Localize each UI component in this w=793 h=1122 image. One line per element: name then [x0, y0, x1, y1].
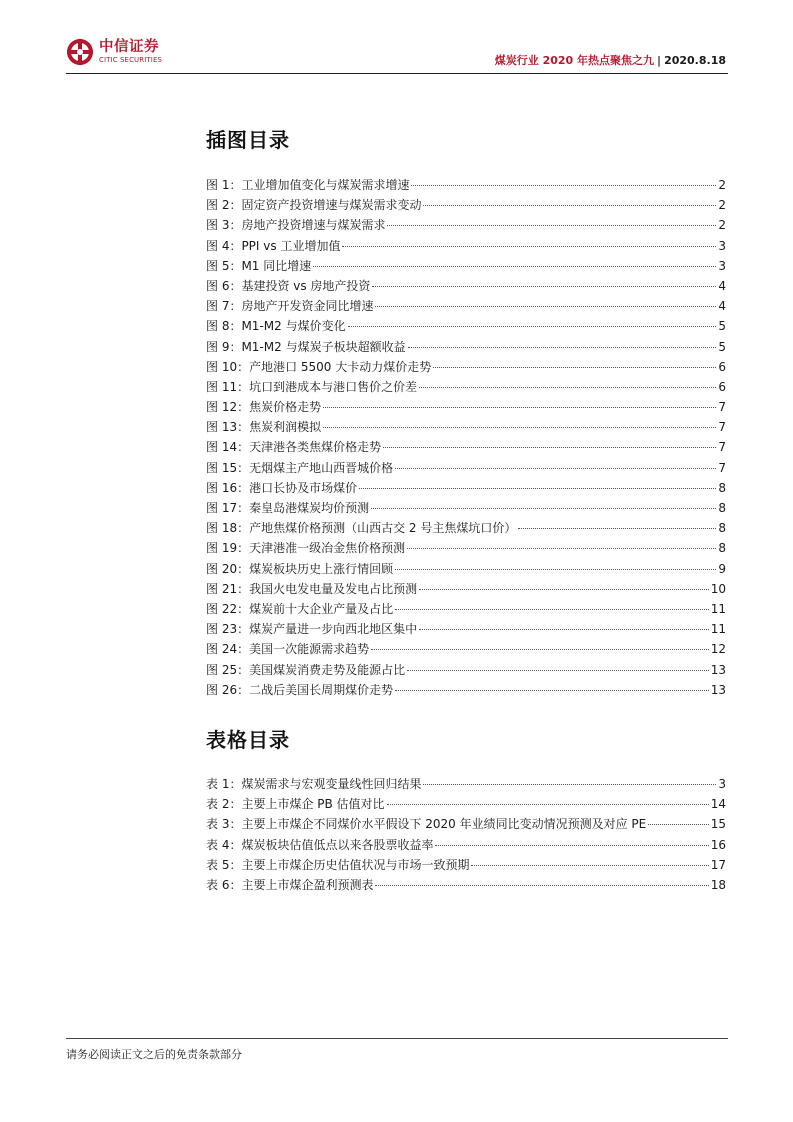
report-info: [495, 52, 726, 68]
toc-leader-dots: [423, 784, 716, 785]
citic-logo-icon: [66, 38, 94, 66]
toc-page-number[interactable]: 3: [718, 258, 726, 273]
toc-page-number[interactable]: 18: [710, 877, 726, 892]
toc-entry-label[interactable]: 图 7：房地产开发资金同比增速: [206, 299, 374, 314]
toc-entry[interactable]: [206, 560, 726, 580]
toc-leader-dots: [375, 306, 716, 307]
toc-entry[interactable]: [206, 338, 726, 358]
toc-entry[interactable]: [206, 317, 726, 337]
toc-entry[interactable]: [206, 795, 726, 815]
toc-leader-dots: [407, 670, 709, 671]
toc-page-number[interactable]: 7: [718, 440, 726, 455]
toc-entry[interactable]: [206, 815, 726, 835]
toc-leader-dots: [395, 609, 709, 610]
figures-toc-title: 插图目录: [206, 128, 290, 152]
toc-entry[interactable]: [206, 297, 726, 317]
toc-entry[interactable]: [206, 176, 726, 196]
toc-page-number[interactable]: 16: [710, 837, 726, 852]
page-header: [66, 38, 728, 74]
toc-entry[interactable]: [206, 237, 726, 257]
toc-entry[interactable]: [206, 640, 726, 660]
toc-leader-dots: [435, 845, 708, 846]
toc-leader-dots: [419, 387, 716, 388]
toc-page-number[interactable]: 2: [718, 218, 726, 233]
toc-page-number[interactable]: 13: [710, 662, 726, 677]
toc-page-number[interactable]: 11: [710, 622, 726, 637]
toc-entry-label[interactable]: 图 11：坑口到港成本与港口售价之价差: [206, 379, 418, 394]
toc-page-number[interactable]: 4: [718, 278, 726, 293]
toc-entry-label[interactable]: 表 5：主要上市煤企历史估值状况与市场一致预期: [206, 857, 470, 872]
toc-leader-dots: [387, 225, 716, 226]
toc-entry[interactable]: [206, 620, 726, 640]
toc-page-number[interactable]: 8: [718, 521, 726, 536]
figures-toc-list: [206, 176, 726, 701]
toc-entry-label[interactable]: 图 19：天津港准一级冶金焦价格预测: [206, 541, 406, 556]
toc-page-number[interactable]: 6: [718, 359, 726, 374]
toc-entry-label[interactable]: 图 5：M1 同比增速: [206, 258, 312, 273]
toc-entry[interactable]: [206, 398, 726, 418]
toc-entry-label[interactable]: 表 2：主要上市煤企 PB 估值对比: [206, 797, 385, 812]
toc-leader-dots: [371, 649, 709, 650]
toc-entry-label[interactable]: 图 9：M1-M2 与煤炭子板块超额收益: [206, 339, 406, 354]
toc-page-number[interactable]: 5: [718, 319, 726, 334]
toc-entry-label[interactable]: 图 17：秦皇岛港煤炭均价预测: [206, 501, 370, 515]
logo-english-name: CITIC SECURITIES: [99, 55, 163, 64]
toc-leader-dots: [375, 885, 708, 886]
toc-page-number[interactable]: 4: [718, 299, 726, 314]
toc-entry-label[interactable]: 图 24：美国一次能源需求趋势: [206, 642, 370, 657]
tables-toc-title: 表格目录: [206, 728, 290, 752]
toc-entry[interactable]: [206, 358, 726, 378]
toc-page-number[interactable]: 13: [710, 682, 726, 697]
toc-entry-label[interactable]: 图 13：焦炭利润模拟: [206, 420, 322, 435]
toc-page-number[interactable]: 14: [710, 797, 726, 812]
toc-entry-label[interactable]: 图 8：M1-M2 与煤价变化: [206, 319, 346, 334]
toc-entry[interactable]: [206, 580, 726, 600]
toc-entry-label[interactable]: 图 2：固定资产投资增速与煤炭需求变动: [206, 198, 422, 213]
toc-entry[interactable]: [206, 277, 726, 297]
toc-page-number[interactable]: 7: [718, 420, 726, 435]
toc-leader-dots: [313, 266, 716, 267]
toc-page-number[interactable]: 8: [718, 480, 726, 495]
toc-leader-dots: [423, 205, 716, 206]
toc-entry-label[interactable]: 图 10：产地港口 5500 大卡动力煤价走势: [206, 359, 432, 374]
toc-entry[interactable]: [206, 519, 726, 539]
toc-leader-dots: [419, 589, 709, 590]
header-divider: [66, 73, 728, 74]
logo-chinese-name: 中信证券: [99, 39, 159, 56]
header-separator: |: [657, 54, 662, 67]
toc-leader-dots: [387, 804, 709, 805]
toc-entry-label[interactable]: 图 21：我国火电发电量及发电占比预测: [206, 581, 418, 596]
toc-entry-label[interactable]: 图 3：房地产投资增速与煤炭需求: [206, 218, 386, 233]
company-logo: [66, 38, 162, 66]
toc-page-number[interactable]: 2: [718, 198, 726, 213]
toc-entry-label[interactable]: 图 15：无烟煤主产地山西晋城价格: [206, 460, 394, 475]
toc-entry-label[interactable]: 表 1：煤炭需求与宏观变量线性回归结果: [206, 777, 422, 791]
toc-entry-label[interactable]: 图 23：煤炭产量进一步向西北地区集中: [206, 622, 418, 637]
toc-leader-dots: [348, 326, 717, 327]
toc-page-number[interactable]: 2: [718, 178, 726, 192]
toc-page-number[interactable]: 7: [718, 460, 726, 475]
toc-entry[interactable]: [206, 418, 726, 438]
toc-entry[interactable]: [206, 438, 726, 458]
toc-leader-dots: [408, 347, 717, 348]
toc-entry-label[interactable]: 图 25：美国煤炭消费走势及能源占比: [206, 662, 406, 677]
toc-leader-dots: [323, 427, 716, 428]
toc-entry-label[interactable]: 表 4：煤炭板块估值低点以来各股票收益率: [206, 837, 434, 852]
tables-toc-list: [206, 775, 726, 896]
toc-page-number[interactable]: 12: [710, 642, 726, 657]
toc-page-number[interactable]: 6: [718, 379, 726, 394]
toc-leader-dots: [518, 528, 716, 529]
toc-leader-dots: [433, 367, 716, 368]
toc-entry[interactable]: [206, 196, 726, 216]
toc-entry[interactable]: [206, 378, 726, 398]
toc-entry[interactable]: [206, 876, 726, 896]
report-title: 煤炭行业 2020 年热点聚焦之九: [494, 54, 655, 67]
toc-entry[interactable]: [206, 836, 726, 856]
toc-page-number[interactable]: 7: [718, 400, 726, 415]
toc-entry-label[interactable]: 图 16：港口长协及市场煤价: [206, 480, 358, 495]
footer-divider: [66, 1038, 728, 1039]
footer-disclaimer: 请务必阅读正文之后的免责条款部分: [66, 1048, 242, 1061]
toc-page-number[interactable]: 8: [718, 541, 726, 556]
toc-entry-label[interactable]: 表 6：主要上市煤企盈利预测表: [206, 877, 374, 892]
toc-leader-dots: [395, 690, 709, 691]
toc-leader-dots: [372, 286, 716, 287]
toc-entry[interactable]: [206, 499, 726, 519]
toc-entry-label[interactable]: 图 14：天津港各类焦煤价格走势: [206, 440, 382, 455]
toc-leader-dots: [323, 407, 716, 408]
toc-entry[interactable]: [206, 479, 726, 499]
toc-leader-dots: [342, 246, 716, 247]
toc-page-number[interactable]: 11: [710, 601, 726, 616]
toc-leader-dots: [411, 185, 716, 186]
toc-leader-dots: [359, 488, 716, 489]
toc-entry-label[interactable]: 图 18：产地焦煤价格预测（山西古交 2 号主焦煤坑口价）: [206, 521, 517, 536]
toc-page-number[interactable]: 15: [710, 817, 726, 832]
toc-page-number[interactable]: 17: [710, 857, 726, 872]
toc-entry[interactable]: [206, 681, 726, 701]
toc-entry[interactable]: [206, 216, 726, 236]
toc-entry[interactable]: [206, 775, 726, 795]
toc-entry[interactable]: [206, 661, 726, 681]
toc-page-number[interactable]: 3: [718, 238, 726, 253]
toc-leader-dots: [395, 569, 716, 570]
toc-leader-dots: [371, 508, 716, 509]
toc-entry[interactable]: [206, 600, 726, 620]
toc-leader-dots: [648, 824, 708, 825]
toc-entry[interactable]: [206, 856, 726, 876]
toc-entry-label[interactable]: 表 3：主要上市煤企不同煤价水平假设下 2020 年业绩同比变动情况预测及对应 PE: [206, 817, 647, 832]
toc-entry[interactable]: [206, 257, 726, 277]
toc-leader-dots: [471, 865, 708, 866]
toc-page-number[interactable]: 8: [718, 501, 726, 515]
toc-entry-label[interactable]: 图 12：焦炭价格走势: [206, 400, 322, 415]
toc-entry-label[interactable]: 图 6：基建投资 vs 房地产投资: [206, 278, 371, 293]
toc-page-number[interactable]: 9: [718, 561, 726, 576]
toc-page-number[interactable]: 10: [710, 581, 726, 596]
toc-entry-label[interactable]: 图 1：工业增加值变化与煤炭需求增速: [206, 178, 410, 192]
toc-leader-dots: [419, 629, 709, 630]
toc-page-number[interactable]: 3: [718, 777, 726, 791]
toc-entry[interactable]: [206, 459, 726, 479]
toc-page-number[interactable]: 5: [718, 339, 726, 354]
report-date: 2020.8.18: [664, 54, 726, 67]
toc-leader-dots: [407, 548, 716, 549]
toc-entry-label[interactable]: 图 22：煤炭前十大企业产量及占比: [206, 601, 394, 616]
toc-leader-dots: [383, 447, 716, 448]
toc-entry-label[interactable]: 图 4：PPI vs 工业增加值: [206, 238, 341, 253]
toc-leader-dots: [395, 468, 716, 469]
toc-entry-label[interactable]: 图 26：二战后美国长周期煤价走势: [206, 682, 394, 697]
toc-entry-label[interactable]: 图 20：煤炭板块历史上涨行情回顾: [206, 561, 394, 576]
toc-entry[interactable]: [206, 539, 726, 559]
